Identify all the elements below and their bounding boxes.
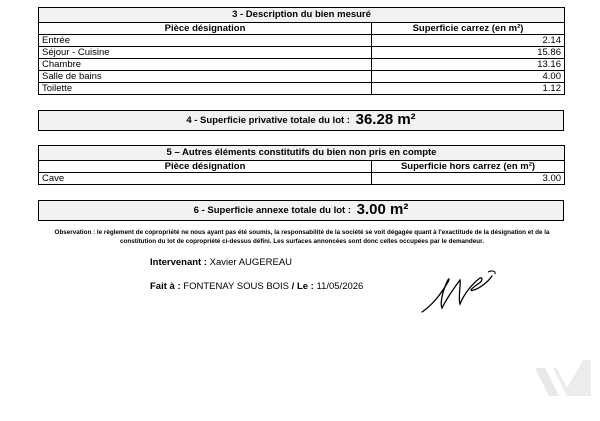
room-area: 3.00 <box>372 173 565 185</box>
section5-col-value: Superficie hors carrez (en m²) <box>372 161 565 173</box>
section6-value: 3.00 m² <box>356 201 409 218</box>
section6-label: 6 - Superficie annexe totale du lot : <box>193 205 351 216</box>
table-row <box>39 71 565 83</box>
fait-label: Fait à : <box>150 281 181 292</box>
signature-image <box>418 268 508 318</box>
room-area: 15.86 <box>372 47 565 59</box>
section4-total-box <box>38 110 564 131</box>
section3-col-value: Superficie carrez (en m²) <box>372 23 565 35</box>
section5-title: 5 – Autres éléments constitutifs du bien non pris en compte <box>39 146 565 161</box>
intervenant-name: Xavier AUGEREAU <box>209 257 293 268</box>
fait-separator: / Le : <box>291 281 314 292</box>
room-area: 2.14 <box>372 35 565 47</box>
watermark-logo <box>531 356 591 406</box>
section6-total-box <box>38 200 564 221</box>
section3-title: 3 - Description du bien mesuré <box>39 8 565 23</box>
section3-col-name: Pièce désignation <box>39 23 372 35</box>
room-name: Salle de bains <box>39 71 372 83</box>
room-area: 13.16 <box>372 59 565 71</box>
room-name: Chambre <box>39 59 372 71</box>
section3-table <box>38 7 565 95</box>
section4-label: 4 - Superficie privative totale du lot : <box>186 115 350 126</box>
observation-note: Observation : le règlement de copropriété ne nous ayant pas été soumis, la responsabilité de la société se voit dégagée quant à l'exactitude de la désignation et de la constitution du lot de copropriété ci-dessus défini. Les surfaces annoncées sont donc celles occupées par le demandeur. <box>54 229 550 245</box>
section6-total <box>39 201 564 221</box>
room-name: Cave <box>39 173 372 185</box>
fait-line <box>150 281 363 292</box>
intervenant-label: Intervenant : <box>150 257 208 268</box>
table-row <box>39 83 565 95</box>
section5-table <box>38 145 565 185</box>
room-area: 4.00 <box>372 71 565 83</box>
section4-total <box>39 111 564 131</box>
room-name: Entrée <box>39 35 372 47</box>
room-name: Toilette <box>39 83 372 95</box>
room-area: 1.12 <box>372 83 565 95</box>
table-row <box>39 59 565 71</box>
fait-date: 11/05/2026 <box>316 281 364 292</box>
table-row <box>39 173 565 185</box>
fait-place: FONTENAY SOUS BOIS <box>183 281 290 292</box>
section5-col-name: Pièce désignation <box>39 161 372 173</box>
room-name: Séjour - Cuisine <box>39 47 372 59</box>
intervenant-line <box>150 257 292 268</box>
table-row <box>39 47 565 59</box>
section4-value: 36.28 m² <box>355 111 416 128</box>
table-row <box>39 35 565 47</box>
